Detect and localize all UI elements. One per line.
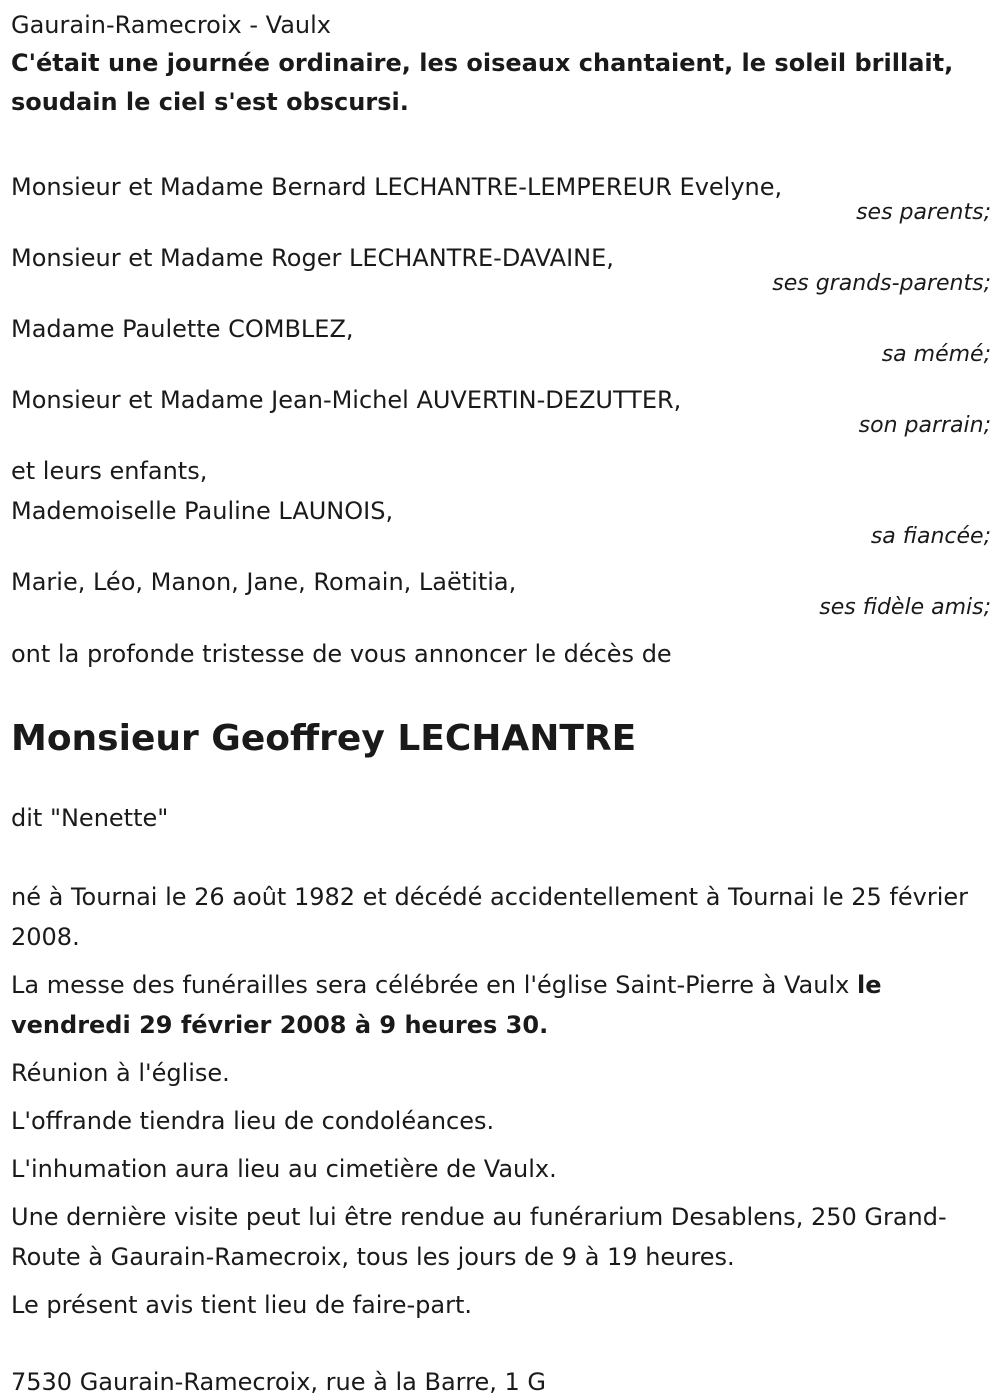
notice-info: Le présent avis tient lieu de faire-part. [11,1291,473,1319]
location-header: Gaurain-Ramecroix - Vaulx [11,11,331,39]
burial-info: L'inhumation aura lieu au cimetière de Vaulx. [11,1155,557,1183]
fiancee-entry [11,496,991,548]
relative-entry [11,314,991,366]
children-line: et leurs enfants, [11,457,208,485]
relative-name: Madame Paulette COMBLEZ, [11,315,354,343]
friends-entry [11,567,991,619]
birth-death-info: né à Tournai le 26 août 1982 et décédé accidentellement à Tournai le 25 février 2008. [11,883,968,951]
fiancee-name: Mademoiselle Pauline LAUNOIS, [11,497,394,525]
relative-name: Monsieur et Madame Jean-Michel AUVERTIN-DEZUTTER, [11,386,682,414]
relative-role: sa mémé; [881,342,991,367]
visit-info: Une dernière visite peut lui être rendue au funérarium Desablens, 250 Grand-Route à Gaurain-Ramecroix, tous les jours de 9 à 19 heures. [11,1203,947,1271]
motto-quote: C'était une journée ordinaire, les oiseaux chantaient, le soleil brillait, soudain le ciel s'est obscursi. [11,49,954,116]
friends-names: Marie, Léo, Manon, Jane, Romain, Laëtitia, [11,568,517,596]
offering-info: L'offrande tiendra lieu de condoléances. [11,1107,495,1135]
obituary-notice [11,8,991,1397]
relative-role: ses grands-parents; [772,271,991,296]
funeral-mass-date: le vendredi 29 février 2008 à 9 heures 30. [11,971,882,1039]
fiancee-role: sa fiancée; [870,524,991,549]
relative-role: son parrain; [858,413,991,438]
funeral-mass-text: La messe des funérailles sera célébrée en l'église Saint-Pierre à Vaulx [11,971,857,999]
relative-name: Monsieur et Madame Bernard LECHANTRE-LEMPEREUR Evelyne, [11,173,783,201]
relative-name: Monsieur et Madame Roger LECHANTRE-DAVAINE, [11,244,614,272]
relative-entry [11,385,991,437]
relative-role: ses parents; [856,200,991,225]
deceased-nickname: dit "Nenette" [11,804,169,832]
announcement-intro: ont la profonde tristesse de vous annoncer le décès de [11,640,672,668]
deceased-name: Monsieur Geoffrey LECHANTRE [11,718,637,759]
relative-entry [11,243,991,295]
friends-role: ses fidèle amis; [819,595,991,620]
funeral-mass-info [11,965,991,1045]
family-address: 7530 Gaurain-Ramecroix, rue à la Barre, 1 G [11,1368,546,1396]
relatives-list [11,172,991,619]
meeting-info: Réunion à l'église. [11,1059,230,1087]
relative-entry [11,172,991,224]
